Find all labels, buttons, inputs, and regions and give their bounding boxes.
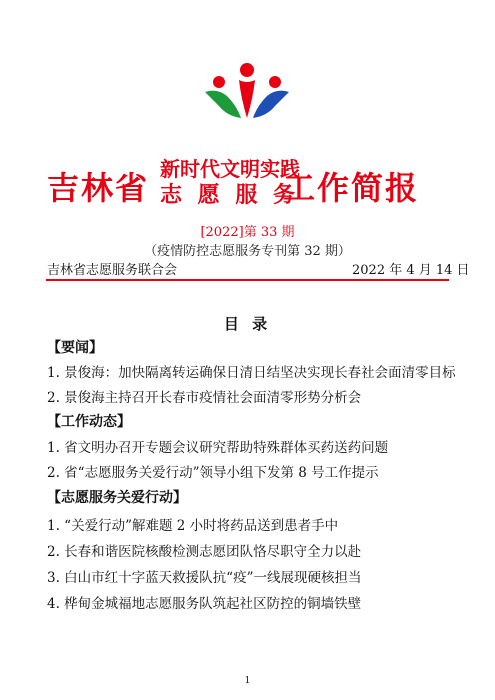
toc-item[interactable]: 2. 长春和谐医院核酸检测志愿团队恪尽职守全力以赴 [47, 544, 362, 560]
toc-item[interactable]: 1. 省文明办召开专题会议研究帮助特殊群体买药送药问题 [47, 440, 389, 456]
toc-item[interactable]: 1. 景俊海：加快隔离转运确保日清日结坚决实现长春社会面清零目标 [47, 365, 456, 381]
toc-item[interactable]: 2. 景俊海主持召开长春市疫情社会面清零形势分析会 [47, 390, 362, 406]
toc-item[interactable]: 2. 省“志愿服务关爱行动”领导小组下发第 8 号工作提示 [47, 465, 379, 481]
toc-item[interactable]: 1. “关爱行动”解难题 2 小时将药品送到患者手中 [47, 518, 339, 534]
masthead-province: 吉林省 [47, 169, 150, 207]
masthead-bulletin: 工作简报 [283, 169, 420, 207]
logo-figure-left [205, 91, 241, 118]
header-divider [46, 279, 449, 281]
toc-item[interactable]: 4. 桦甸金城福地志愿服务队筑起社区防控的铜墙铁壁 [47, 596, 362, 612]
toc-section-heading: 【要闻】 [47, 340, 103, 356]
toc-section-heading: 【工作动态】 [47, 414, 131, 430]
logo-head-left [213, 76, 225, 88]
issue-number: [2022]第 33 期 [200, 225, 295, 240]
logo-head-center [240, 63, 254, 77]
logo-figure-center [239, 80, 255, 118]
publish-date: 2022 年 4 月 14 日 [352, 263, 470, 278]
masthead-middle-line1: 新时代文明实践 [160, 157, 300, 181]
toc-section-heading: 【志愿服务关爱行动】 [47, 490, 187, 506]
logo-head-right [269, 76, 281, 88]
toc-title: 目 录 [223, 315, 272, 333]
publisher-organization: 吉林省志愿服务联合会 [47, 263, 178, 278]
toc-item[interactable]: 3. 白山市红十字蓝天救援队抗“疫”一线展现硬核担当 [47, 570, 362, 586]
masthead-middle-line2: 志 愿 服 务 [160, 182, 299, 208]
logo-figure-right [253, 91, 289, 118]
volunteer-logo [197, 62, 297, 120]
special-issue-subtitle: （疫情防控志愿服务专刊第 32 期） [144, 244, 351, 259]
page-number: 1 [244, 676, 251, 686]
